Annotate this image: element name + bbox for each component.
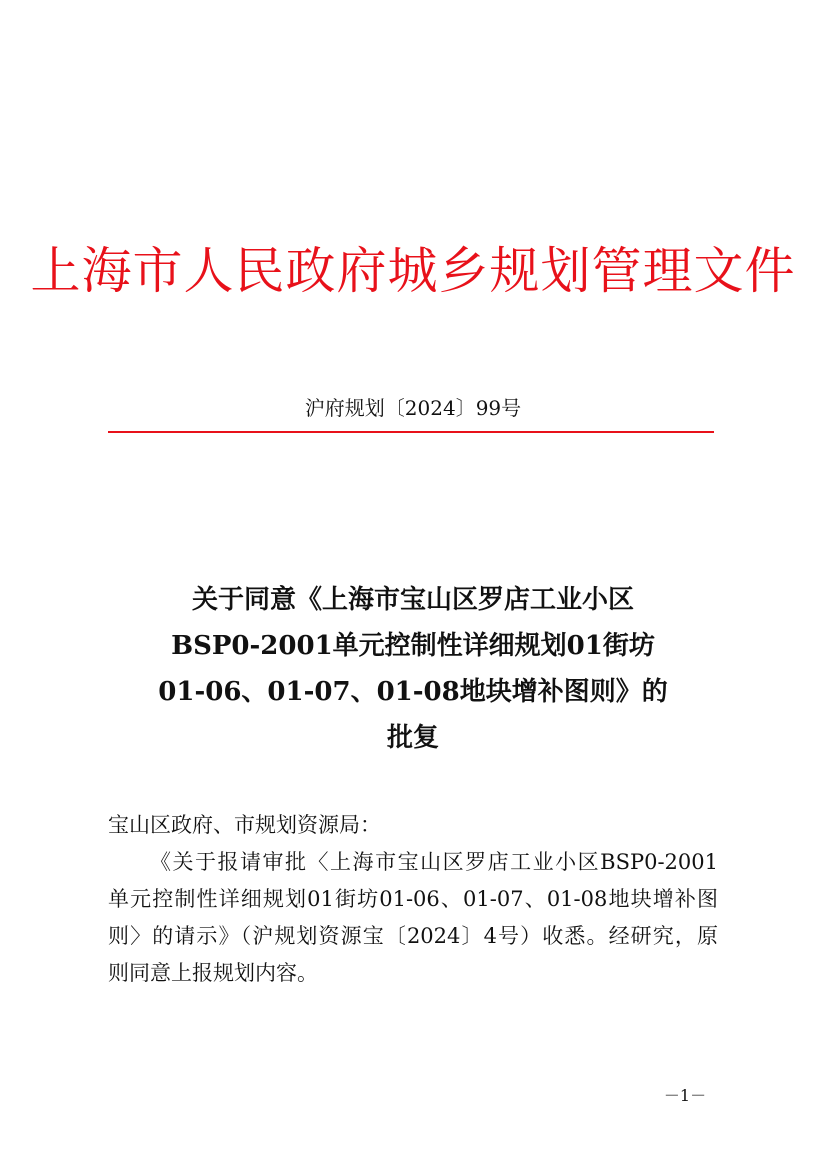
header-divider-line <box>108 431 714 433</box>
paragraph-line: 《关于报请审批〈上海市宝山区罗店工业小区BSP0-2001 <box>150 850 718 874</box>
title-line: 关于同意《上海市宝山区罗店工业小区 <box>191 585 634 615</box>
body-paragraph <box>108 844 718 992</box>
paragraph-line: 则同意上报规划内容。 <box>108 961 318 985</box>
document-title <box>40 577 786 761</box>
page-number: －1－ <box>663 1086 707 1105</box>
title-line: 批复 <box>386 723 439 753</box>
document-body <box>108 807 718 992</box>
paragraph-line: 单元控制性详细规划01街坊01-06、01-07、01-08地块增补图 <box>108 887 718 911</box>
paragraph-line: 则〉的请示》（沪规划资源宝〔2024〕4号）收悉。经研究，原 <box>108 924 718 948</box>
salutation: 宝山区政府、市规划资源局： <box>108 813 381 837</box>
issuer-header: 上海市人民政府城乡规划管理文件 <box>30 242 796 300</box>
title-line: 01-06、01-07、01-08地块增补图则》的 <box>158 677 668 707</box>
title-line: BSP0-2001单元控制性详细规划01街坊 <box>171 631 655 661</box>
document-number: 沪府规划〔2024〕99号 <box>304 396 522 420</box>
